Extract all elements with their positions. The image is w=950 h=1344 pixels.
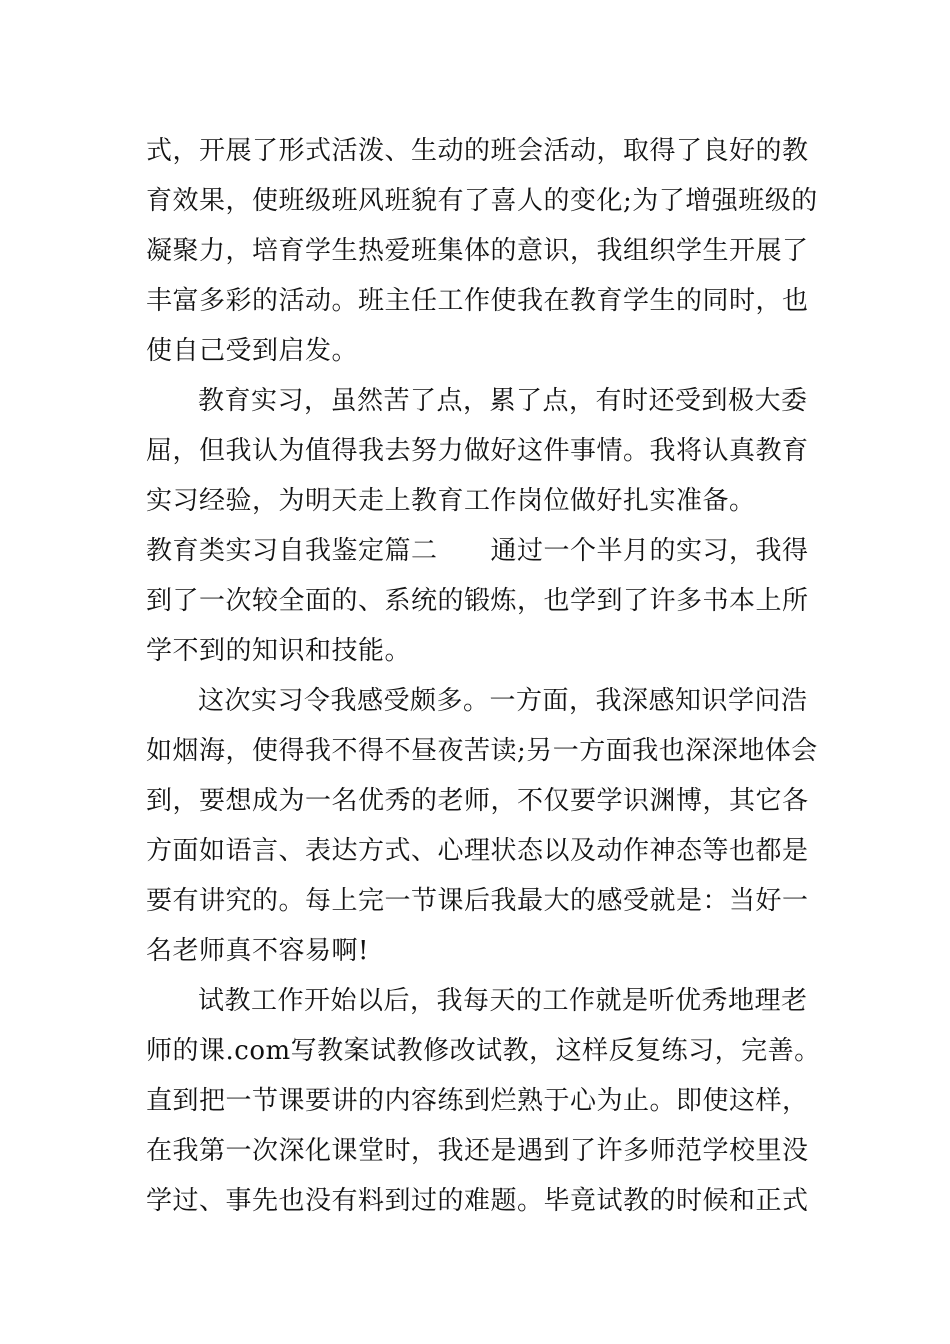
paragraph-first-line: 这次实习令我感受颇多。一方面，我深感知识学问浩	[198, 686, 808, 716]
text-line: 要有讲究的。每上完一节课后我最大的感受就是：当好一	[146, 886, 809, 916]
text-line: 使自己受到启发。	[146, 336, 359, 366]
text-line: 丰富多彩的活动。班主任工作使我在教育学生的同时，也	[146, 286, 809, 316]
text-line: 学不到的知识和技能。	[146, 636, 412, 666]
text-line: 名老师真不容易啊!	[146, 936, 369, 966]
text-line: 学过、事先也没有料到过的难题。毕竟试教的时候和正式	[146, 1186, 809, 1216]
paragraph-first-line: 教育实习，虽然苦了点，累了点，有时还受到极大委	[198, 386, 808, 416]
text-line: 在我第一次深化课堂时，我还是遇到了许多师范学校里没	[146, 1136, 809, 1166]
text-line: 凝聚力，培育学生热爱班集体的意识，我组织学生开展了	[146, 236, 809, 266]
text-line: 方面如语言、表达方式、心理状态以及动作神态等也都是	[146, 836, 809, 866]
text-line: 如烟海，使得我不得不昼夜苦读;另一方面我也深深地体会	[146, 736, 818, 766]
text-line: 育效果，使班级班风班貌有了喜人的变化;为了增强班级的	[146, 186, 818, 216]
text-line: 到了一次较全面的、系统的锻炼，也学到了许多书本上所	[146, 586, 809, 616]
text-line: 屈，但我认为值得我去努力做好这件事情。我将认真教育	[146, 436, 809, 466]
text-line: 到，要想成为一名优秀的老师，不仅要学识渊博，其它各	[146, 786, 809, 816]
paragraph-first-line: 试教工作开始以后，我每天的工作就是听优秀地理老	[198, 986, 808, 1016]
text-line: 式，开展了形式活泼、生动的班会活动，取得了良好的教	[146, 136, 809, 166]
text-line: 直到把一节课要讲的内容练到烂熟于心为止。即使这样，	[146, 1086, 809, 1116]
text-line: 师的课.com写教案试教修改试教，这样反复练习，完善。	[146, 1036, 821, 1066]
section-heading-line: 教育类实习自我鉴定篇二 通过一个半月的实习，我得	[146, 536, 809, 566]
text-line: 实习经验，为明天走上教育工作岗位做好扎实准备。	[146, 486, 756, 516]
